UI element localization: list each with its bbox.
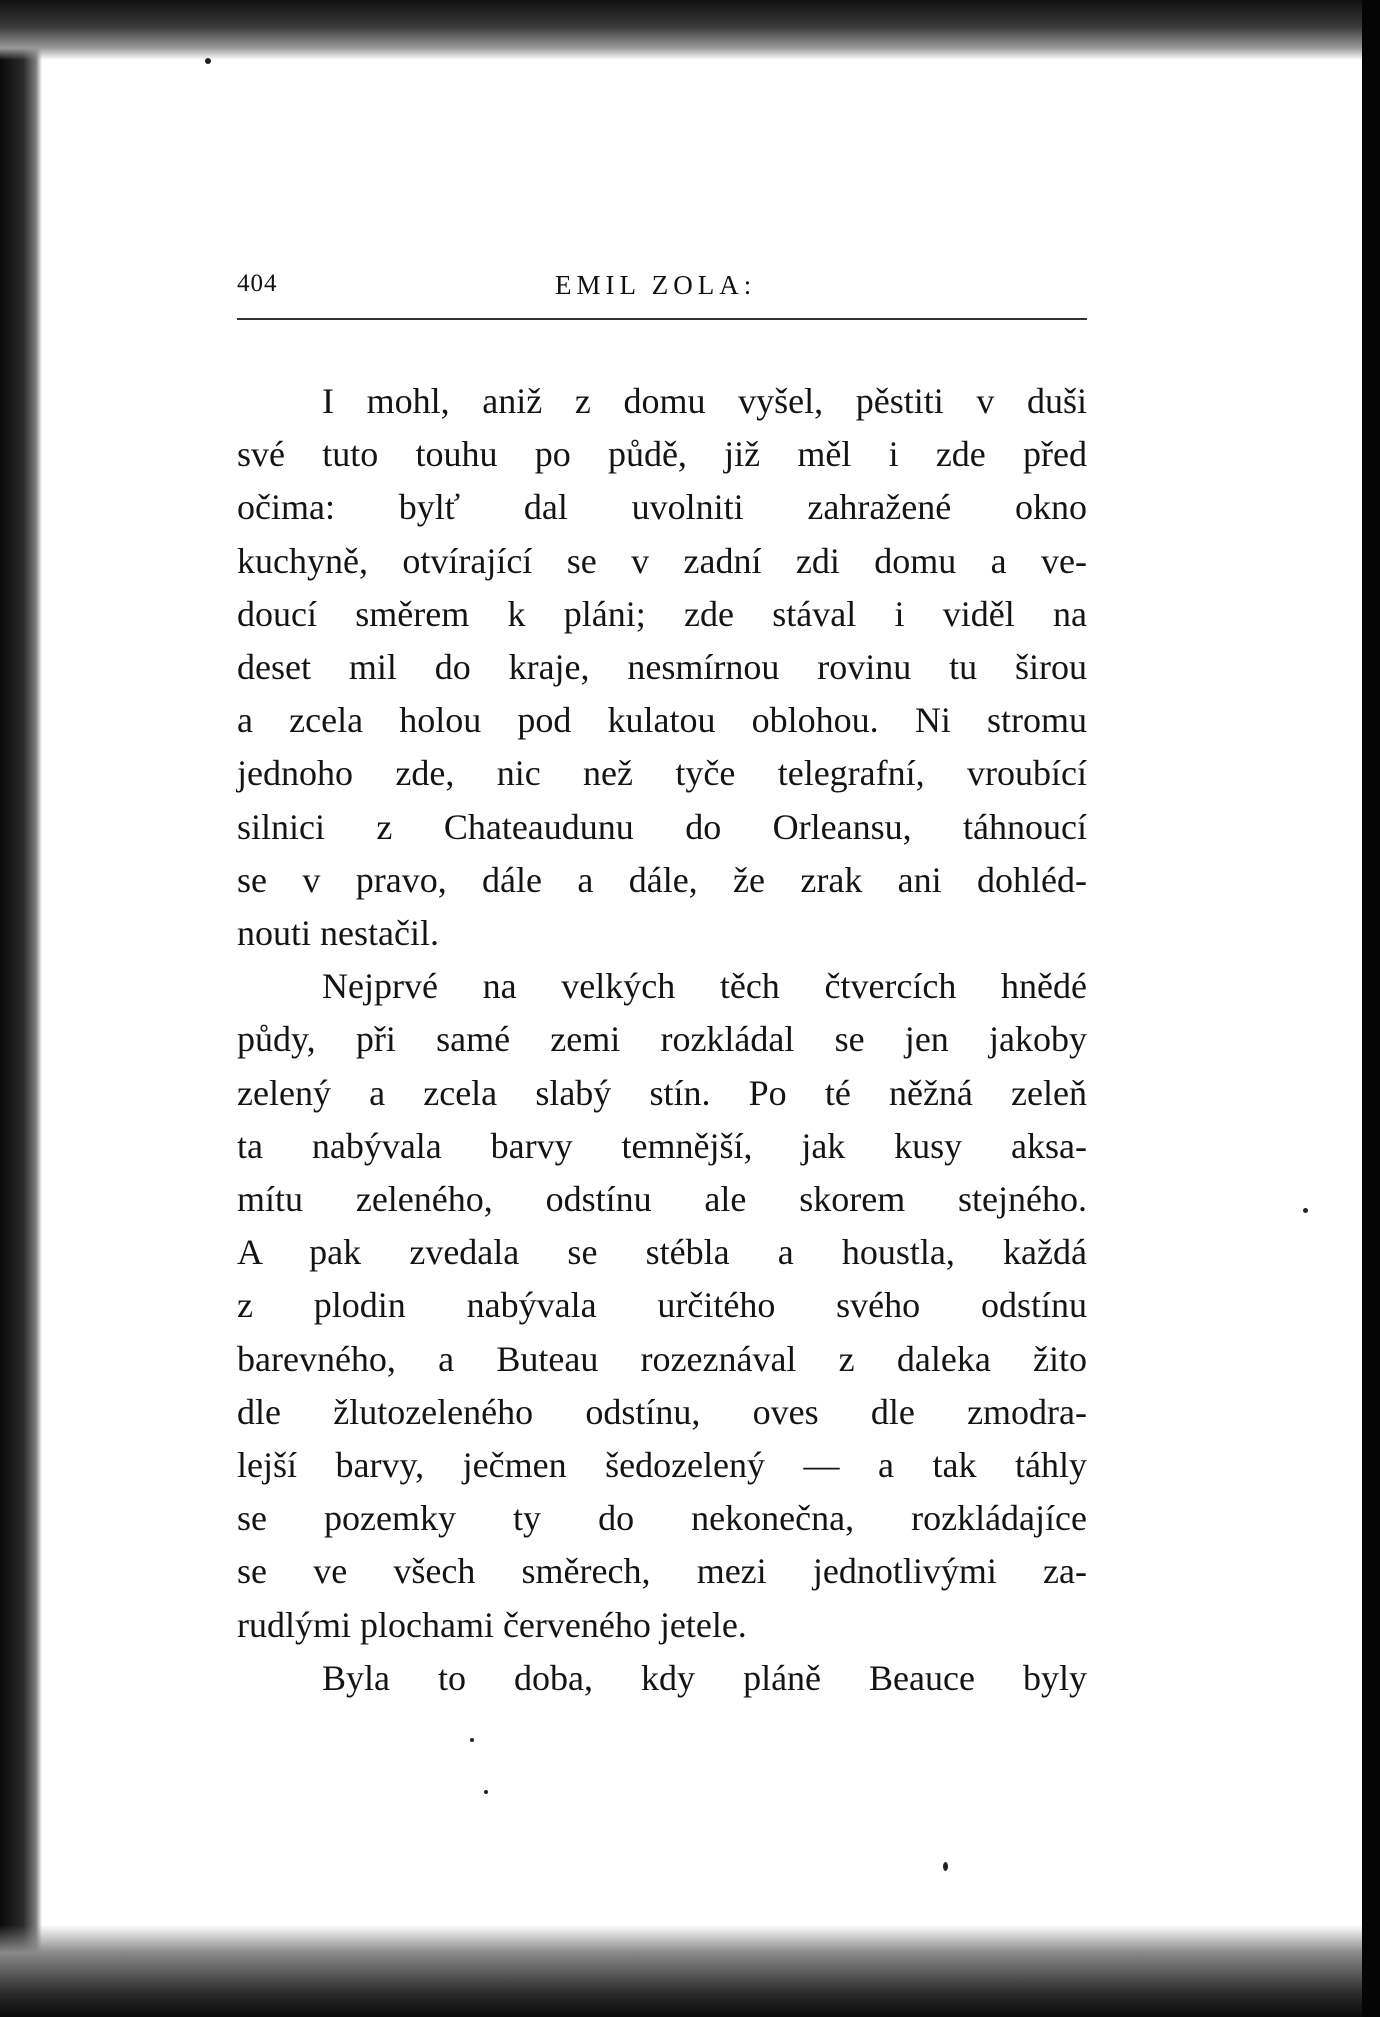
text-line: mítu zeleného, odstínu ale skorem stejného. [237, 1179, 1087, 1220]
text-line: jednoho zde, nic než tyče telegrafní, vroubící [237, 753, 1087, 794]
scan-speck [1303, 1208, 1308, 1213]
text-line: půdy, při samé zemi rozkládal se jen jakoby [237, 1019, 1087, 1060]
scan-speck [484, 1790, 488, 1794]
page-header [237, 270, 1085, 310]
text-line: doucí směrem k pláni; zde stával i viděl na [237, 593, 1087, 634]
text-line: kuchyně, otvírající se v zadní zdi domu a ve- [237, 540, 1087, 581]
paragraph [237, 375, 1087, 960]
paragraph [237, 1652, 1087, 1705]
scan-speck [943, 1862, 948, 1871]
text-line: Byla to doba, kdy pláně Beauce byly [322, 1657, 1087, 1698]
text-line: silnici z Chateaudunu do Orleansu, táhnoucí [237, 806, 1087, 847]
text-line: se v pravo, dále a dále, že zrak ani dohléd- [237, 859, 1087, 900]
scan-speck [470, 1738, 474, 1742]
page-number: 404 [237, 270, 278, 297]
text-line: Nejprvé na velkých těch čtvercích hnědé [322, 966, 1087, 1007]
text-line: a zcela holou pod kulatou oblohou. Ni stromu [237, 700, 1087, 741]
text-line: ta nabývala barvy temnější, jak kusy aksa- [237, 1125, 1087, 1166]
page-left-shadow [0, 0, 42, 2017]
text-line: A pak zvedala se stébla a houstla, každá [237, 1232, 1087, 1273]
running-head: EMIL ZOLA: [555, 270, 757, 300]
paragraph [237, 960, 1087, 1652]
page-right-edge [1362, 0, 1380, 2017]
text-line: I mohl, aniž z domu vyšel, pěstiti v duši [322, 381, 1087, 421]
text-line: deset mil do kraje, nesmírnou rovinu tu širou [237, 647, 1087, 688]
page-bottom-shadow [0, 1925, 1380, 2017]
text-line: se ve všech směrech, mezi jednotlivými za- [237, 1551, 1087, 1592]
text-line: lejší barvy, ječmen šedozelený — a tak táhly [237, 1445, 1087, 1486]
scan-speck [205, 58, 211, 64]
text-line: se pozemky ty do nekonečna, rozkládajíce [237, 1498, 1087, 1539]
text-line: dle žlutozeleného odstínu, oves dle zmodra- [237, 1391, 1087, 1432]
text-line: barevného, a Buteau rozeznával z daleka žito [237, 1338, 1087, 1379]
body-text [237, 375, 1087, 1705]
page-top-shadow [0, 0, 1380, 60]
header-rule [237, 318, 1087, 320]
text-line: rudlými plochami červeného jetele. [237, 1604, 747, 1645]
text-line: očima: bylť dal uvolniti zahražené okno [237, 487, 1087, 528]
text-line: zelený a zcela slabý stín. Po té něžná zeleň [237, 1072, 1087, 1113]
text-line: své tuto touhu po půdě, již měl i zde před [237, 434, 1087, 475]
text-line: z plodin nabývala určitého svého odstínu [237, 1285, 1087, 1326]
text-line: nouti nestačil. [237, 913, 439, 954]
